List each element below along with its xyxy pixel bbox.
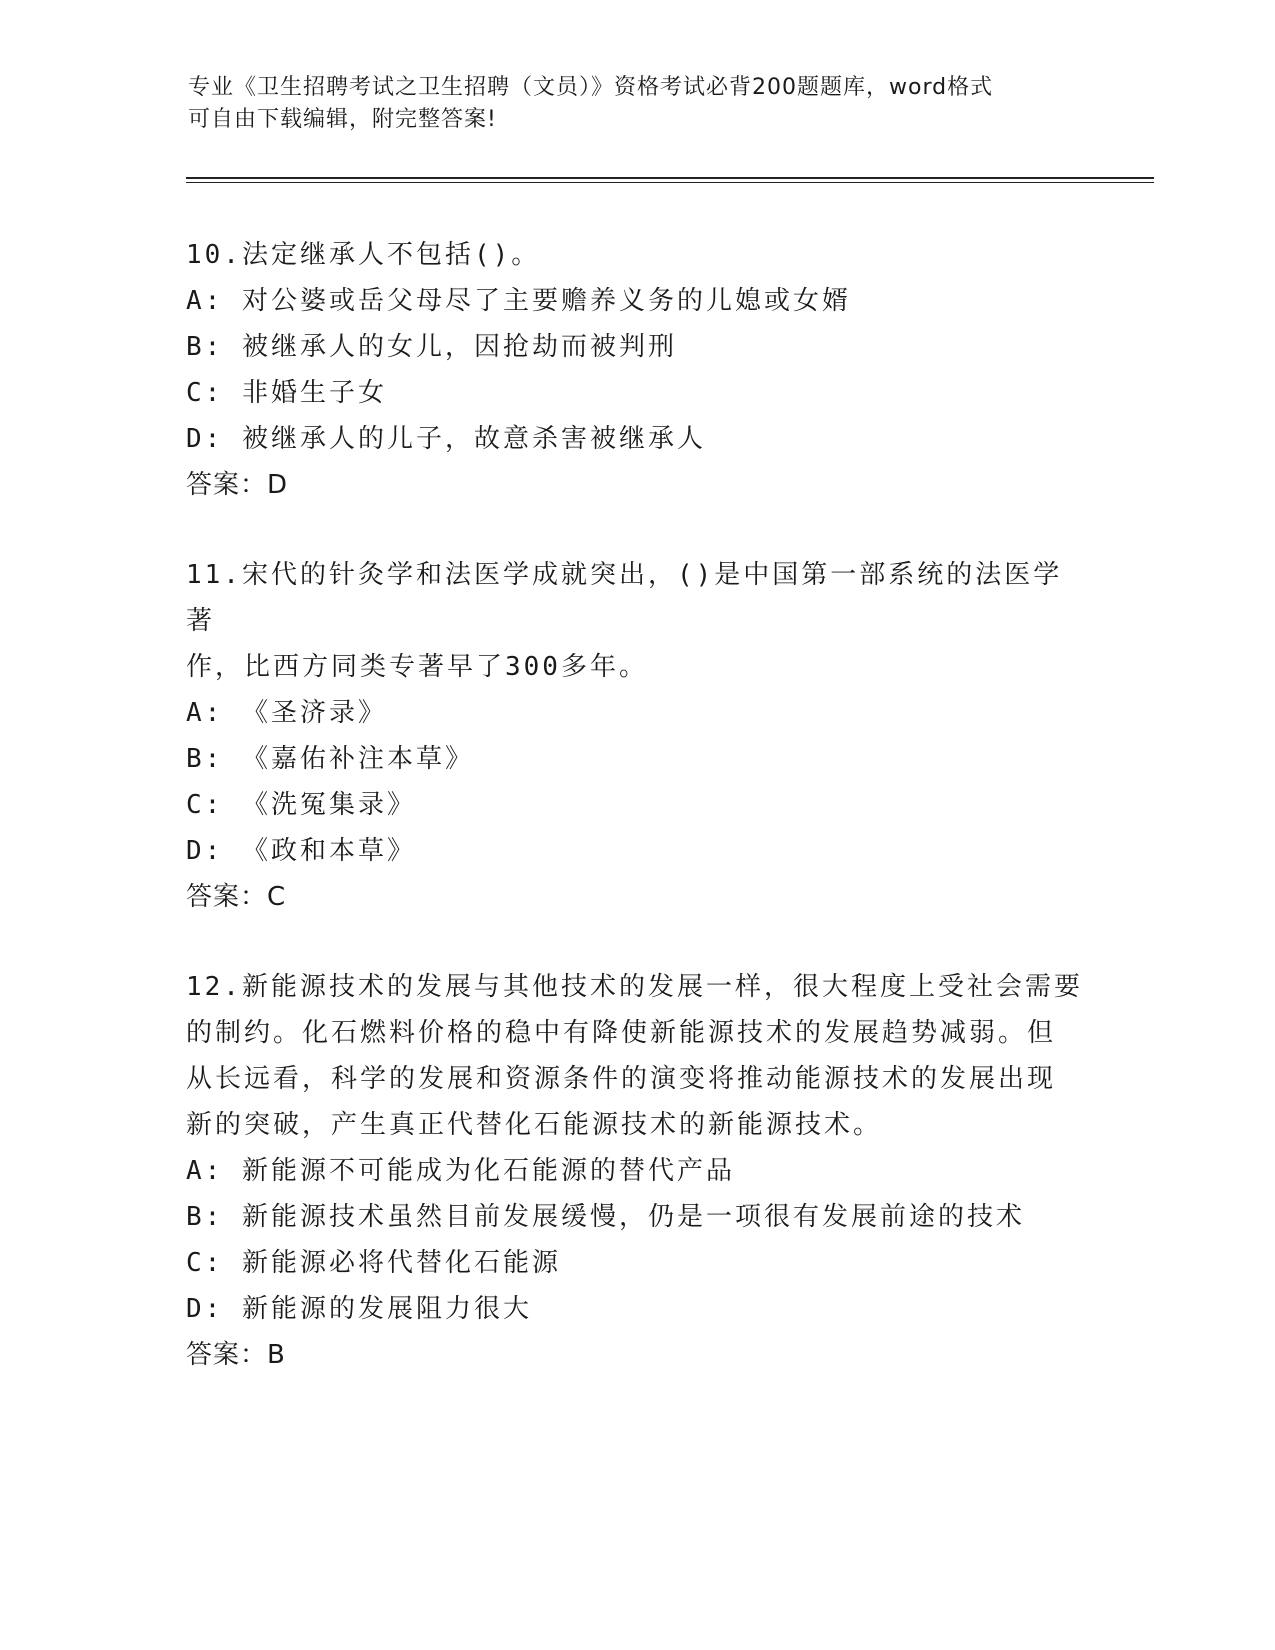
option-b: B: 新能源技术虽然目前发展缓慢，仍是一项很有发展前途的技术	[186, 1202, 1025, 1232]
question-stem: 从长远看，科学的发展和资源条件的演变将推动能源技术的发展出现	[186, 1064, 1057, 1094]
option-a: A: 对公婆或岳父母尽了主要赡养义务的儿媳或女婿	[186, 286, 851, 316]
header-line-1: 专业《卫生招聘考试之卫生招聘（文员）》资格考试必背200题题库，word格式	[188, 75, 994, 100]
answer-text: 答案：B	[186, 1340, 286, 1370]
question-list	[186, 232, 1086, 1422]
question-12	[186, 964, 1086, 1378]
answer-text: 答案：D	[186, 470, 289, 500]
header-divider-thick	[186, 177, 1154, 179]
question-stem: 作，比西方同类专著早了300多年。	[186, 652, 648, 682]
option-c: C: 《洗冤集录》	[186, 790, 416, 820]
option-d: D: 新能源的发展阻力很大	[186, 1294, 532, 1324]
question-stem: 新的突破，产生真正代替化石能源技术的新能源技术。	[186, 1110, 883, 1140]
question-stem: 10.法定继承人不包括()。	[186, 240, 541, 270]
question-11	[186, 552, 1086, 920]
option-d: D: 被继承人的儿子，故意杀害被继承人	[186, 424, 706, 454]
header-divider-thin	[186, 182, 1154, 183]
answer-text: 答案：C	[186, 882, 287, 912]
option-b: B: 被继承人的女儿，因抢劫而被判刑	[186, 332, 677, 362]
option-d: D: 《政和本草》	[186, 836, 416, 866]
option-c: C: 非婚生子女	[186, 378, 387, 408]
option-c: C: 新能源必将代替化石能源	[186, 1248, 561, 1278]
question-10	[186, 232, 1086, 508]
question-stem: 12.新能源技术的发展与其他技术的发展一样，很大程度上受社会需要	[186, 972, 1083, 1002]
question-stem: 11.宋代的针灸学和法医学成就突出，()是中国第一部系统的法医学著	[186, 560, 1063, 636]
option-b: B: 《嘉佑补注本草》	[186, 744, 474, 774]
option-a: A: 新能源不可能成为化石能源的替代产品	[186, 1156, 735, 1186]
header-line-2: 可自由下载编辑，附完整答案!	[188, 107, 497, 132]
question-stem: 的制约。化石燃料价格的稳中有降使新能源技术的发展趋势减弱。但	[186, 1018, 1057, 1048]
document-header	[188, 72, 1088, 136]
option-a: A: 《圣济录》	[186, 698, 387, 728]
